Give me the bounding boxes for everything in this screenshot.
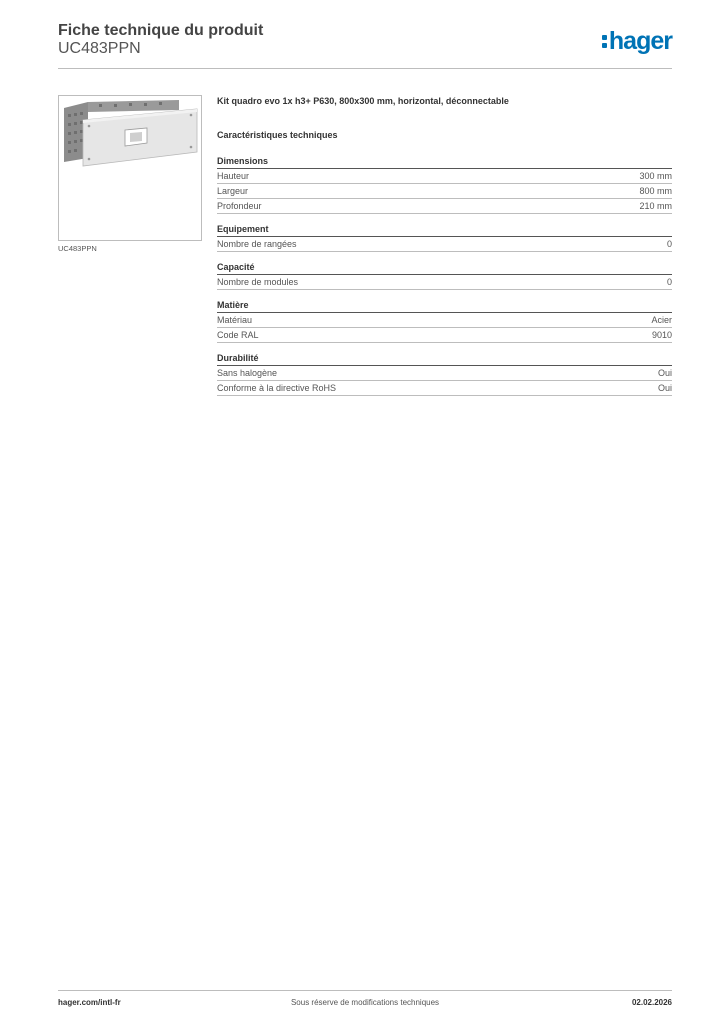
spec-group-title: Durabilité [217, 352, 672, 366]
spec-group-title: Matière [217, 299, 672, 313]
spec-label: Nombre de modules [217, 277, 299, 287]
product-photo-icon [59, 96, 201, 240]
spec-group-dimensions [217, 155, 672, 214]
spec-label: Conforme à la directive RoHS [217, 383, 337, 393]
footer-website-link[interactable]: hager.com/intl-fr [58, 998, 121, 1007]
page-header [58, 22, 672, 68]
document-title: Fiche technique du produit [58, 22, 264, 39]
product-image [58, 95, 202, 241]
spec-row [217, 366, 672, 381]
logo-text: hager [608, 26, 672, 55]
spec-value: Acier [651, 315, 672, 325]
spec-label: Largeur [217, 186, 249, 196]
page-footer [58, 998, 672, 1012]
spec-heading: Caractéristiques techniques [217, 130, 338, 140]
spec-value: 0 [666, 277, 672, 287]
spec-row [217, 237, 672, 252]
spec-value: 210 mm [639, 201, 672, 211]
footer-divider [58, 990, 672, 991]
spec-row [217, 275, 672, 290]
spec-group-durabilite [217, 352, 672, 396]
spec-value: Oui [657, 383, 672, 393]
spec-row [217, 199, 672, 214]
spec-row [217, 381, 672, 396]
spec-row [217, 169, 672, 184]
spec-label: Matériau [217, 315, 253, 325]
product-code: UC483PPN [58, 40, 141, 57]
product-description: Kit quadro evo 1x h3+ P630, 800x300 mm, horizontal, déconnectable [217, 96, 509, 106]
product-image-caption: UC483PPN [58, 244, 97, 253]
spec-content [217, 96, 672, 405]
spec-group-title: Equipement [217, 223, 672, 237]
spec-group-title: Dimensions [217, 155, 672, 169]
hager-logo [602, 27, 672, 55]
spec-value: Oui [657, 368, 672, 378]
header-divider [58, 68, 672, 69]
spec-group-capacite [217, 261, 672, 290]
spec-label: Code RAL [217, 330, 259, 340]
footer-disclaimer: Sous réserve de modifications techniques [290, 998, 440, 1007]
spec-value: 0 [666, 239, 672, 249]
footer-date: 02.02.2026 [631, 998, 672, 1007]
spec-group-equipement [217, 223, 672, 252]
spec-label: Sans halogène [217, 368, 278, 378]
spec-value: 800 mm [639, 186, 672, 196]
spec-label: Profondeur [217, 201, 262, 211]
spec-group-matiere [217, 299, 672, 343]
logo-colon-icon [602, 33, 607, 50]
spec-value: 9010 [651, 330, 672, 340]
spec-group-title: Capacité [217, 261, 672, 275]
spec-row [217, 184, 672, 199]
spec-row [217, 328, 672, 343]
spec-value: 300 mm [639, 171, 672, 181]
spec-label: Hauteur [217, 171, 250, 181]
spec-label: Nombre de rangées [217, 239, 297, 249]
spec-row [217, 313, 672, 328]
